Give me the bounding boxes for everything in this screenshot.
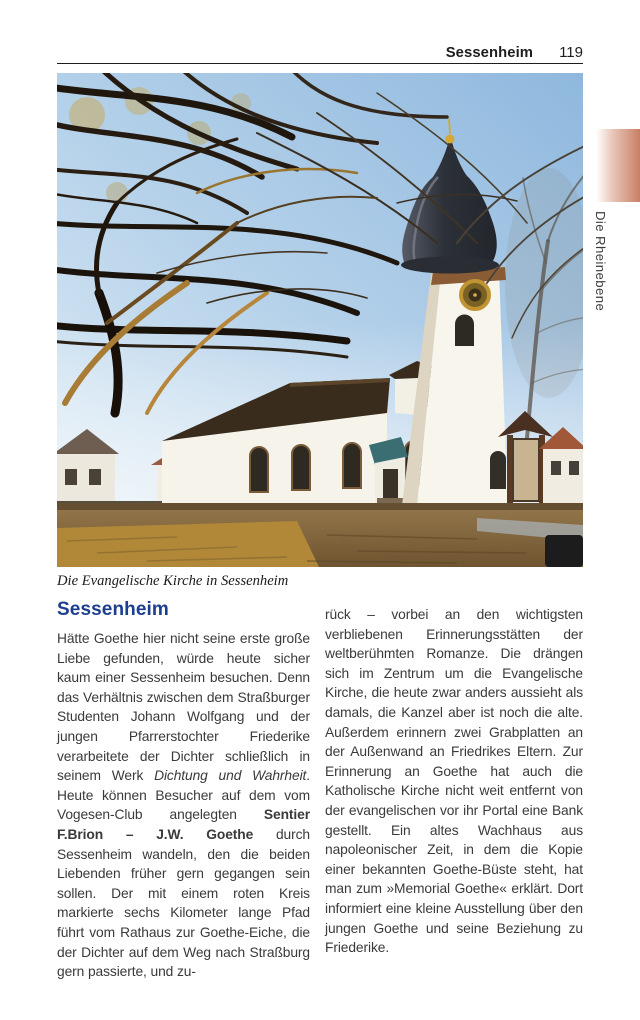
photo-caption: Die Evangelische Kirche in Sessenheim [57, 573, 289, 589]
tower-clock [461, 281, 489, 309]
article-column-right: rück – vorbei an den wichtigsten verbliebenen Erinnerungsstätten der weltberühmten Romanze. Die drängen sich im Zentrum um die Evangelische Kirche, die heute zwar anders aussieht als damals, die Kanzel aber ist noch die alte. Außerdem erinnern zwei Grabplatten an der Außenwand an Friedrikes Eltern. Zur Erinnerung an Goethe hat auch die Katholische Kirche nicht weit entfernt von der evangelischen vor ihr Portal eine Bank gestellt. Ein altes Wachhaus aus napoleonischer Zeit, in dem die Kopie einer bekannten Goethe-Büste steht, hat man zum »Memorial Goethe« erklärt. Dort informiert eine kleine Ausstellung über den jungen Goethe und seine Beziehung zu Friederike. [325, 607, 583, 956]
chapter-thumb-tab [596, 129, 640, 202]
page-number: 119 [559, 44, 583, 61]
running-head [57, 44, 583, 61]
article-heading: Sessenheim [57, 599, 169, 620]
running-head-rule [57, 63, 583, 64]
article-column-left: Hätte Goethe hier nicht seine erste große Liebe gefunden, würde heute sicher kaum einer Sessenheim besuchen. Denn das Verhältnis zwischen dem Straßburger Studenten Johann Wolfgang und der jungen Pfarrerstochter Friederike verarbeitete der Dichter schließlich in seinem Werk Dichtung und Wahrheit. Heute können Besucher auf dem vom Vogesen-Club angelegten Sentier F.Brion – J.W. Goethe durch Sessenheim wandeln, den die beiden Liebenden früher gern gegangen sein sollen. Der mit einem roten Kreis markierte sechs Kilometer lange Pfad führt vom Rathaus zur Goethe-Eiche, die der Dichter auf dem Weg nach Straßburg gern passierte, und zu- [57, 631, 310, 980]
ground [57, 503, 583, 567]
running-head-section: Sessenheim [445, 45, 534, 61]
chapter-tab-label: Die Rheinebene [593, 211, 608, 312]
church-photo [57, 73, 583, 567]
church-photo-illustration [57, 73, 583, 567]
dome-finial-ball [446, 135, 455, 144]
